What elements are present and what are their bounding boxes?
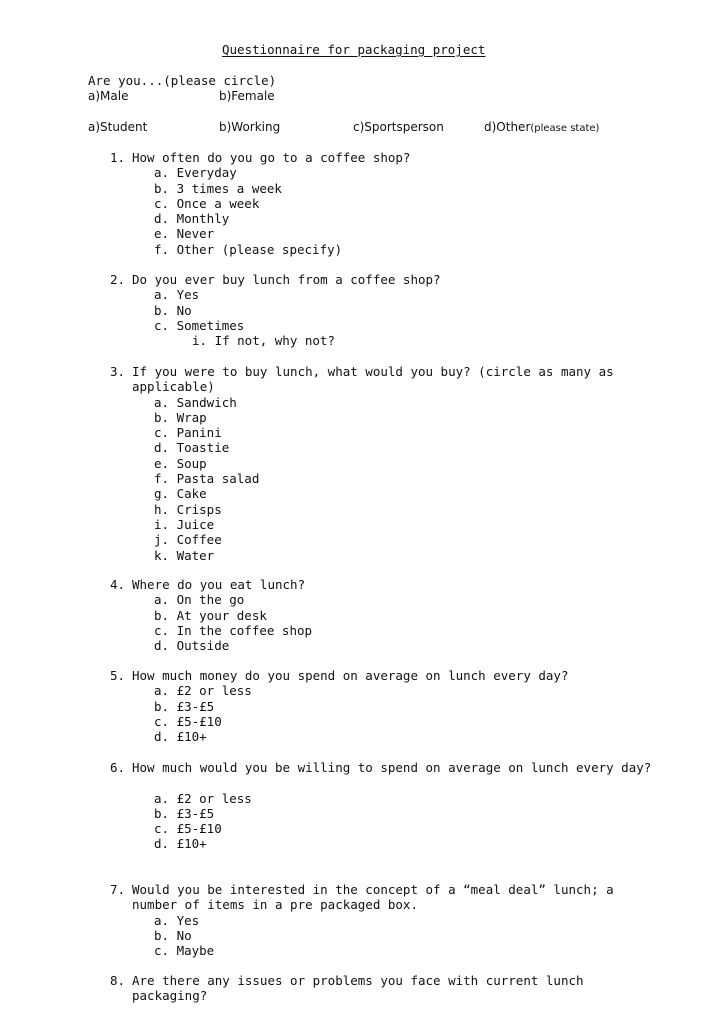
occupation-option-sportsperson: c)Sportsperson [353,120,444,134]
option-item: a. Yes [154,287,200,303]
option-item: d. £10+ [154,729,207,745]
option-item: c. Maybe [154,943,215,959]
option-item: d. Outside [154,638,230,654]
option-item: i. Juice [154,516,215,532]
question-text: If you were to buy lunch, what would you buy? (circle as many as applicable) [132,364,614,395]
intro-prompt: Are you...(please circle) [88,73,277,88]
question-number: 4. [110,577,126,592]
option-list [154,592,312,653]
gender-option-female: b)Female [219,89,275,103]
question-text: Where do you eat lunch? [132,577,306,592]
question-number: 3. [110,364,126,379]
occupation-option-working: b)Working [219,120,281,134]
option-item: e. Never [154,226,215,242]
option-item: k. Water [154,547,215,563]
occupation-option-other [484,120,599,136]
option-item: a. £2 or less [154,683,252,699]
option-list [154,791,252,852]
question-text: How much money do you spend on average on lunch every day? [132,668,569,683]
option-item: c. £5-£10 [154,713,222,729]
option-item: e. Soup [154,455,207,471]
option-item: c. Sometimes [154,317,245,333]
question-number: 8. [110,973,126,988]
option-item: b. No [154,927,192,943]
question-number: 6. [110,760,126,775]
occupation-other-note: (please state) [530,123,600,134]
option-item: a. £2 or less [154,790,252,806]
option-item: f. Other (please specify) [154,241,343,257]
option-item: d. £10+ [154,836,207,852]
option-item: h. Crisps [154,501,222,517]
option-item: c. £5-£10 [154,821,222,837]
occupation-option-student: a)Student [88,120,148,134]
sub-question: i. If not, why not? [192,333,335,349]
gender-option-male: a)Male [88,89,129,103]
option-item: f. Pasta salad [154,471,260,487]
option-item: c. Once a week [154,195,260,211]
option-item: a. Everyday [154,165,237,181]
option-item: c. In the coffee shop [154,622,313,638]
option-item: d. Toastie [154,440,230,456]
option-item: b. £3-£5 [154,698,215,714]
question-number: 2. [110,272,126,287]
question-text: Are there any issues or problems you face with current lunch packaging? [132,973,584,1004]
question-number: 7. [110,882,126,897]
option-item: c. Panini [154,425,222,441]
option-item: a. Sandwich [154,394,237,410]
question-text: How much would you be willing to spend on average on lunch every day? [132,760,652,775]
option-list [154,683,252,744]
option-item: a. Yes [154,912,200,928]
option-item: b. Wrap [154,409,207,425]
occupation-other-label: d)Other [484,120,531,134]
option-list [154,395,259,563]
question-text: Do you ever buy lunch from a coffee shop? [132,272,441,287]
option-item: a. On the go [154,592,245,608]
option-item: b. At your desk [154,607,267,623]
option-item: j. Coffee [154,532,222,548]
option-list [154,287,244,333]
question-number: 5. [110,668,126,683]
option-item: b. No [154,302,192,318]
option-list [154,165,342,257]
option-item: b. 3 times a week [154,180,282,196]
question-text: Would you be interested in the concept of a “meal deal” lunch; a number of items in a pre packaged box. [132,882,614,913]
option-item: b. £3-£5 [154,805,215,821]
question-text: How often do you go to a coffee shop? [132,150,411,165]
option-item: d. Monthly [154,211,230,227]
option-list [154,913,214,959]
page-title: Questionnaire for packaging project [222,42,486,57]
option-item: g. Cake [154,486,207,502]
question-number: 1. [110,150,126,165]
